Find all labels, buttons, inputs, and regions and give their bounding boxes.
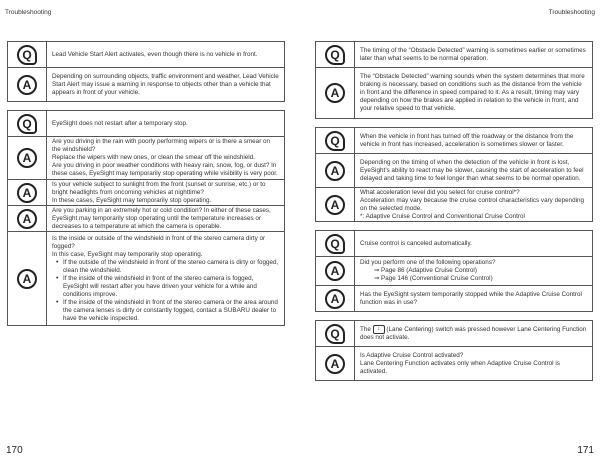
- bullet-item: • If the inside of the windshield in front of the stereo camera or the area around the camera lenses is dirty or constantly fogged, contact a SUBARU dealer to have the vehicle inspected.: [56, 299, 280, 323]
- answer-icon: A: [17, 75, 37, 95]
- answer-icon: A: [17, 183, 37, 203]
- question-icon: Q: [325, 45, 345, 65]
- faq-group-lane-centering: [315, 320, 593, 381]
- answer-row: [316, 257, 592, 286]
- answer-row: [8, 68, 284, 101]
- question-row: [316, 321, 592, 347]
- question-text: When the vehicle in front has turned off the roadway or the distance from the vehicle in front has increased, acceleration is sometimes slower or faster.: [360, 132, 574, 148]
- answer-text: Has the EyeSight system temporarily stopped while the Adaptive Cruise Control function was in use?: [360, 290, 582, 306]
- faq-group-lead-vehicle-alert: [7, 41, 285, 102]
- answer-line: In these cases, EyeSight may temporarily stop operating.: [52, 196, 212, 204]
- answer-line: Is your vehicle subject to sunlight from the front (sunset or sunrise, etc.) or to bright headlights from oncoming vehicles at nighttime?: [52, 180, 266, 196]
- page-number-right: 171: [577, 445, 594, 456]
- question-text: [355, 323, 592, 344]
- bullet-list: [52, 259, 280, 323]
- answer-line: In this case, EyeSight may temporarily stop operating.: [52, 250, 203, 258]
- page-number-left: 170: [6, 445, 23, 456]
- answer-row: [8, 232, 284, 325]
- answer-text: [355, 187, 592, 223]
- answer-row: [316, 68, 592, 118]
- answer-icon: A: [325, 354, 345, 374]
- question-row: [316, 231, 592, 257]
- answer-line: Replace the wipers with new ones, or clean the smear off the windshield.: [52, 154, 255, 161]
- answer-text: Depending on the timing of when the detection of the vehicle in front is lost, EyeSight’s ability to react may be slower, causing the start of acceleration to feel delayed and taking time to feel longer than what seems to be normal operation.: [360, 158, 584, 182]
- question-row: [316, 128, 592, 154]
- answer-line: Lane Centering Function activates only when Adaptive Cruise Control is activated.: [360, 359, 560, 375]
- answer-row: [316, 347, 592, 380]
- question-text: Lead Vehicle Start Alert activates, even though there is no vehicle in front.: [52, 50, 258, 58]
- answer-line: Acceleration may vary because the cruise control characteristics vary depending on the selected mode.: [360, 196, 584, 212]
- answer-text: Depending on surrounding objects, traffic environment and weather, Lead Vehicle Start Alert may issue a warning in response to objects other than a vehicle that appears in front of your vehicle.: [52, 72, 279, 96]
- question-icon: Q: [325, 324, 345, 344]
- answer-icon: A: [325, 161, 345, 181]
- answer-line: Is the inside or outside of the windshield in front of the stereo camera dirty or fogged?: [52, 234, 266, 250]
- question-icon: Q: [325, 234, 345, 254]
- answer-line: Is Adaptive Cruise Control activated?: [360, 351, 464, 359]
- answer-icon: A: [17, 209, 37, 229]
- answer-icon: A: [325, 261, 345, 281]
- faq-group-cruise-cancel: [315, 230, 593, 312]
- lane-centering-icon: ↕: [373, 325, 385, 334]
- answer-line: Are you driving in poor weather conditions with heavy rain, snow, fog, or dust? In these cases, EyeSight may temporarily stop operating while visibility is very poor.: [52, 162, 278, 177]
- answer-text: [47, 136, 284, 180]
- answer-line: Did you perform one of the following operations?: [360, 259, 496, 266]
- answer-text: [47, 233, 284, 325]
- right-column: [315, 41, 593, 389]
- question-icon: Q: [325, 131, 345, 151]
- page-reference: ⇒ Page 146 (Conventional Cruise Control): [374, 275, 493, 282]
- question-text-start: The: [360, 326, 371, 334]
- answer-line: What acceleration level did you select for cruise control*?: [360, 188, 520, 196]
- answer-text: Are you parking in an extremely hot or cold condition? In either of these cases, EyeSight may temporarily stop operating until the temperature increases or decreases to a temperature at which the camera is operable.: [52, 206, 271, 230]
- bullet-item: • If the outside of the windshield in front of the stereo camera is dirty or fogged, clean the windshield.: [56, 259, 280, 275]
- left-column: [7, 41, 285, 334]
- answer-row: [316, 154, 592, 188]
- question-text: EyeSight does not restart after a temporary stop.: [52, 119, 188, 127]
- faq-group-obstacle-warning: [315, 41, 593, 119]
- question-row: [8, 111, 284, 137]
- question-text: Cruise control is canceled automatically.: [360, 239, 472, 247]
- answer-icon: A: [325, 83, 345, 103]
- running-header-right: Troubleshooting: [548, 9, 595, 16]
- answer-icon: A: [17, 269, 37, 289]
- answer-row: [8, 137, 284, 180]
- answer-line: *: Adaptive Cruise Control and Conventional Cruise Control: [360, 212, 525, 220]
- answer-text: [355, 257, 592, 285]
- question-text: The timing of the “Obstacle Detected” warning is sometimes earlier or sometimes later than what seems to be normal operation.: [360, 46, 586, 62]
- question-icon: Q: [17, 114, 37, 134]
- answer-line: Are you driving in the rain with poorly performing wipers or is there a smear on the windshield?: [52, 138, 271, 153]
- running-header-left: Troubleshooting: [5, 9, 52, 16]
- answer-row: [8, 206, 284, 232]
- answer-icon: A: [325, 195, 345, 215]
- answer-icon: A: [325, 289, 345, 309]
- answer-text: [47, 179, 284, 207]
- answer-icon: A: [17, 148, 37, 168]
- page-reference: ⇒ Page 86 (Adaptive Cruise Control): [374, 267, 477, 274]
- faq-group-acceleration: [315, 127, 593, 222]
- answer-row: [316, 188, 592, 221]
- question-row: [316, 42, 592, 68]
- faq-group-eyesight-restart: [7, 110, 285, 326]
- question-icon: Q: [17, 45, 37, 65]
- question-text-end: (Lane Centering) switch was pressed however Lane Centering Function does not activate.: [360, 326, 587, 342]
- answer-row: [316, 286, 592, 311]
- question-row: [8, 42, 284, 68]
- bullet-item: • If the inside of the windshield in front of the stereo camera is fogged, EyeSight will restart after you have driven your vehicle for a while and conditions improve.: [56, 275, 280, 299]
- answer-text: The “Obstacle Detected” warning sounds when the system determines that more braking is necessary, based on conditions such as the distance from the vehicle in front and the difference in speed compared to it. As a result, timing may vary depending on how the brakes are applied in relation to the vehicle in front, and your relative speed to that vehicle.: [360, 73, 585, 112]
- answer-row: [8, 180, 284, 206]
- answer-text: [355, 350, 592, 378]
